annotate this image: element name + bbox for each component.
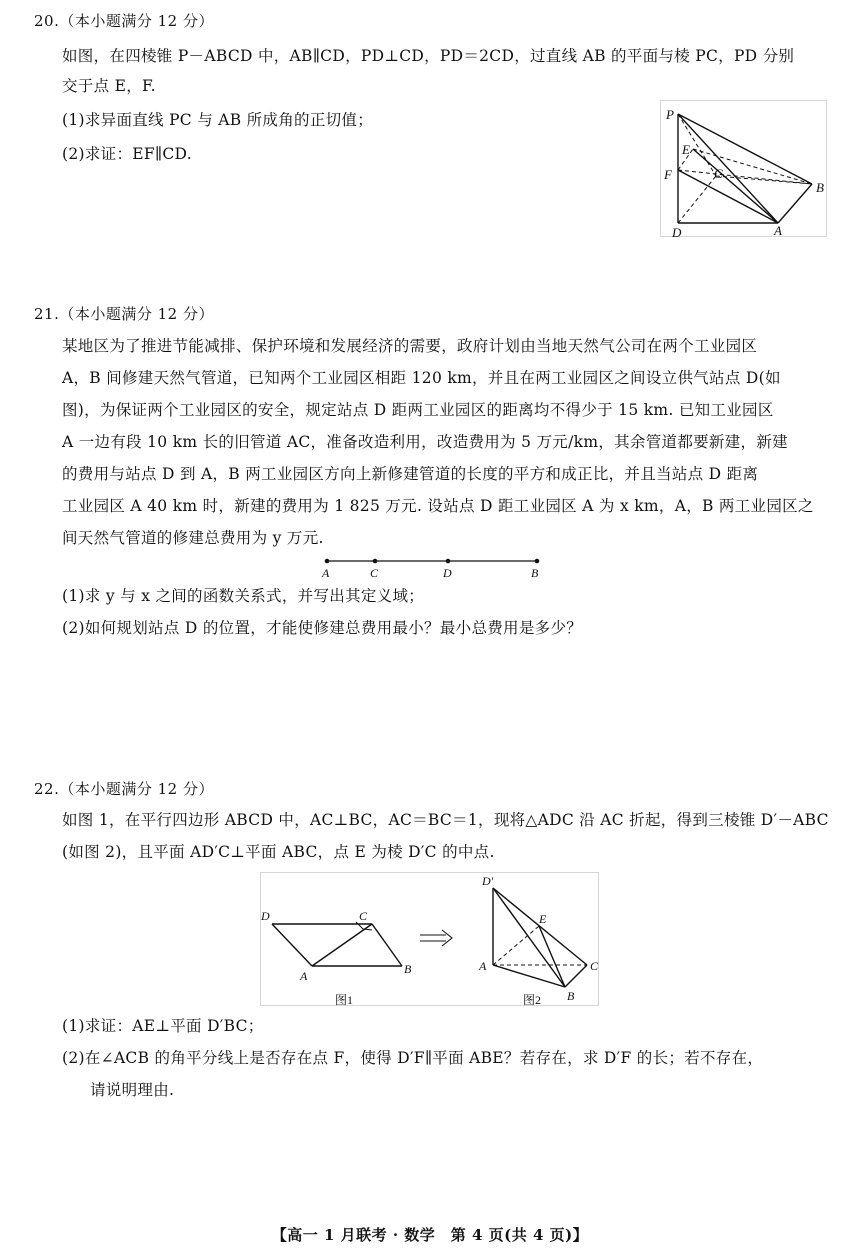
q20-sub1: (1)求异面直线 PC 与 AB 所成角的正切值；	[62, 111, 374, 129]
q20-pyramid-figure	[660, 100, 830, 240]
q22-sub2-line1: (2)在∠ACB 的角平分线上是否存在点 F，使得 D′F∥平面 ABE？若存在，求 D′F 的长；若不存在，	[62, 1049, 764, 1067]
double-arrow-icon	[420, 930, 452, 946]
q21-para-line3: 图)，为保证两个工业园区的安全，规定站点 D 距两工业园区的距离均不得少于 15 km. 已知工业园区	[62, 401, 774, 419]
q22-line1: 如图 1，在平行四边形 ABCD 中，AC⊥BC，AC＝BC＝1，现将△ADC 沿 AC 折起，得到三棱锥 D′－ABC	[62, 811, 829, 829]
q21-line-figure	[318, 554, 548, 582]
q22-fig1-label-d: D	[261, 909, 270, 923]
q20-line1: 如图，在四棱锥 P－ABCD 中，AB∥CD，PD⊥CD，PD＝2CD，过直线 AB 的平面与棱 PC，PD 分别	[62, 47, 795, 65]
q21-label-d: D	[443, 566, 452, 580]
q20-label-d: D	[672, 225, 682, 240]
q22-fig2-label-e: E	[539, 912, 547, 926]
q21-label-b: B	[531, 566, 539, 580]
q22-fig1-label-a: A	[300, 969, 308, 983]
q20-label-f: F	[664, 167, 672, 182]
q21-header: 21.（本小题满分 12 分）	[34, 305, 214, 323]
q21-label-c: C	[370, 566, 379, 580]
q22-fig2-label-c: C	[590, 959, 599, 973]
q21-para-line1: 某地区为了推进节能减排、保护环境和发展经济的需要，政府计划由当地天然气公司在两个工业园区	[62, 337, 758, 355]
q20-sub2: (2)求证：EF∥CD.	[62, 145, 192, 163]
q22-fig2-label-a: A	[479, 959, 487, 973]
q21-sub2: (2)如何规划站点 D 的位置，才能使修建总费用最小？最小总费用是多少？	[62, 619, 583, 637]
q20-label-e: E	[682, 142, 690, 157]
q20-header: 20.（本小题满分 12 分）	[34, 12, 214, 30]
q22-sub2-line2: 请说明理由.	[90, 1081, 175, 1099]
q21-sub1: (1)求 y 与 x 之间的函数关系式，并写出其定义域；	[62, 587, 425, 605]
q22-fig1-label-c: C	[359, 909, 368, 923]
page-footer: 【高一 1 月联考 · 数学 第 4 页(共 4 页)】	[271, 1226, 589, 1244]
q20-label-p: P	[666, 107, 674, 122]
q21-para-line6: 工业园区 A 40 km 时，新建的费用为 1 825 万元. 设站点 D 距工业园区 A 为 x km，A，B 两工业园区之	[62, 497, 814, 515]
q21-para-line5: 的费用与站点 D 到 A，B 两工业园区方向上新修建管道的长度的平方和成正比，并且当站点 D 距离	[62, 465, 759, 483]
q20-label-c: C	[714, 166, 723, 181]
q21-para-line4: A 一边有段 10 km 长的旧管道 AC，准备改造利用，改造费用为 5 万元/km，其余管道都要新建，新建	[62, 433, 788, 451]
q22-fig2-label-b: B	[567, 989, 575, 1003]
q22-fig1-label-b: B	[404, 962, 412, 976]
q22-fig1-caption: 图1	[334, 993, 354, 1007]
q21-para-line7: 间天然气管道的修建总费用为 y 万元.	[62, 529, 324, 547]
q22-fig2-caption: 图2	[522, 993, 542, 1007]
q22-header: 22.（本小题满分 12 分）	[34, 780, 214, 798]
q22-figures	[260, 872, 600, 1012]
q22-sub1: (1)求证：AE⊥平面 D′BC；	[62, 1017, 264, 1035]
q22-line2: (如图 2)，且平面 AD′C⊥平面 ABC，点 E 为棱 D′C 的中点.	[62, 843, 495, 861]
q21-label-a: A	[322, 566, 330, 580]
q20-label-b: B	[816, 180, 824, 195]
q21-para-line2: A，B 间修建天然气管道，已知两个工业园区相距 120 km，并且在两工业园区之间设立供气站点 D(如	[62, 369, 781, 387]
q20-line2: 交于点 E，F.	[62, 77, 156, 95]
q22-fig2-label-d-prime: D′	[482, 874, 494, 888]
q20-label-a: A	[774, 223, 782, 238]
